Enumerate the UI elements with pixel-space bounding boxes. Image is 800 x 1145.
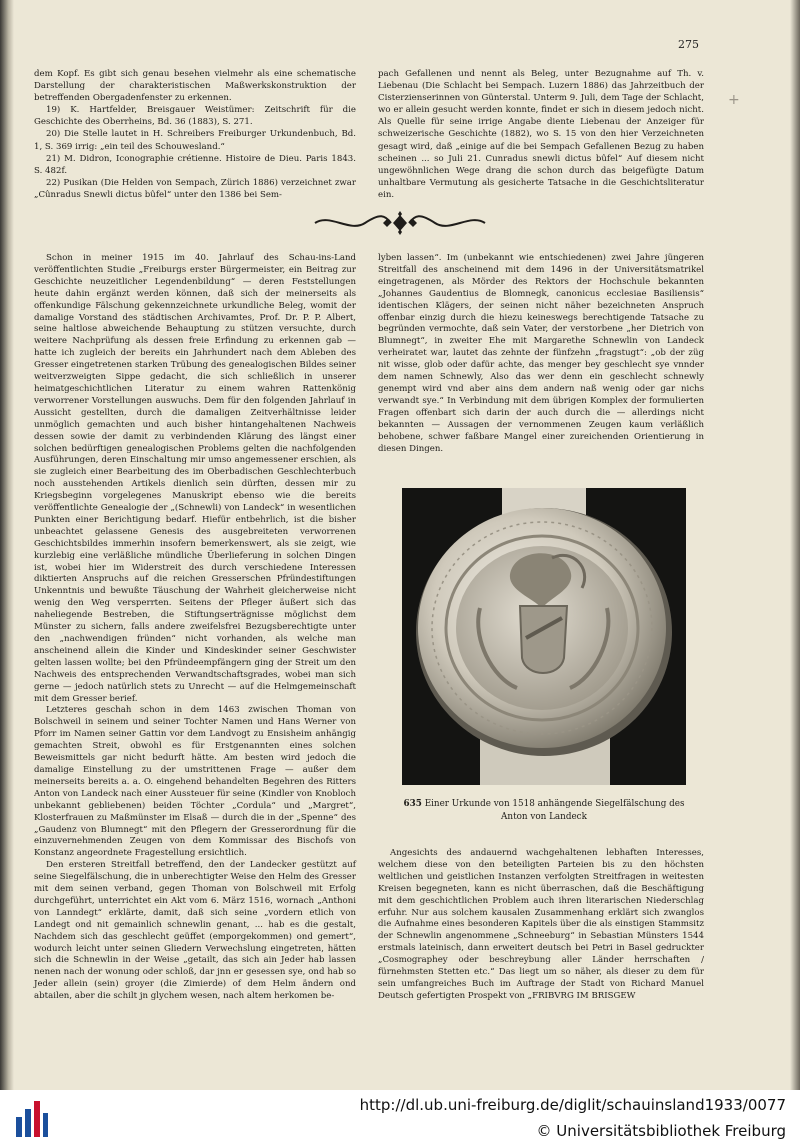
figure-caption bbox=[402, 798, 686, 824]
body-paragraph: Schon in meiner 1915 im 40. Jahrlauf des Schau-ins-Land veröffentlichten Studie „Freiburgs erster Bürgermeister, ein Beitrag zur Geschichte neuzeitlicher Legendenbildung“ — deren Feststellungen heute dahin ergänzt werden können, daß sich der meinerseits als offenkundige Fälschung gekennzeichnete urkundliche Beleg, womit der damalige Vorstand des städtischen Archivamtes, Prof. Dr. P. P. Albert, seine haltlose abweichende Behauptung zu stützen versuchte, durch weitere Nachprüfung als dessen freie Erfindung zu erkennen gab — hatte ich zugleich der bereits ein Jahrhundert nach dem Ableben des Gresser eingetretenen starken Trübung des genealogischen Bildes seiner weitverzweigten Sippe gedacht, die sich schließlich in unserer heimatgeschichtlichen Literatur zu einem wahren Rattenkönig verworrener Vorstellungen auswuchs. Dem für den folgenden Jahrlauf in Aussicht gestellten, durch die damaligen Zeitverhältnisse leider unmöglich gemachten und auch bisher hintangehaltenen Nachweis dessen sowie der damit zu verbindenden Klärung des längst einer solchen bedürftigen genealogischen Problems gelten die nachfolgenden Ausführungen, deren Einschaltung mir umso angemessener erschien, als sie zugleich einer Bearbeitung des im Oberbadischen Geschlechterbuch noch ausstehenden Artikels dienlich sein dürften, dessen mir zu Kriegsbeginn vorgelegenes Manuskript ebenso wie die bereits veröffentlichte Genealogie der „(Schnewli) von Landeck“ in wesentlichen Punkten einer Berichtigung bedarf. Hiefür entbehrlich, ist die bisher unbeachtet gelassene Genesis des ausgebreiteten verworrenen Geschichtsbildes immerhin insofern bemerkenswert, als sie zeigt, wie kurzlebig eine verläßliche mündliche Überlieferung in solchen Dingen ist, wobei hier im Widerstreit des durch verschiedene Interessen diktierten Anspruchs auf die reichen Gresserschen Pfründestiftungen Unkenntnis und bewußte Täuschung der Wahrheit gleicherweise nicht wenig den Weg versperrten. Seitens der Pfleger äußert sich das naheliegende Bestreben, die Stiftungserträgnisse möglichst dem Münster zu sichern, falls andere zweifelsfrei Bezugsberechtigte unter den „nachwendigen fründen“ nicht vorhanden, als welche man anscheinend allein die Kinder und Kindeskinder seiner Geschwister gelten lassen wollte; bei den Pfründeempfängern ging der Streit um den Nachweis des entsprechenden Verwandtschaftsgrades, wobei man sich gerne — jedoch natürlich stets zu Unrecht — auf die Helmgemeinschaft mit dem Gresser berief. bbox=[34, 253, 356, 704]
seal-image bbox=[402, 488, 686, 785]
footnote-paragraph: 22) Pusikan (Die Helden von Sempach, Zürich 1886) verzeichnet zwar „Cûnradus Snewli dictus bûfel“ unter den 1386 bei Sem- bbox=[34, 177, 356, 200]
section-divider-ornament bbox=[305, 211, 495, 235]
footnote-paragraph: pach Gefallenen und nennt als Beleg, unter Bezugnahme auf Th. v. Liebenau (Die Schlacht bei Sempach. Luzern 1886) das Jahrzeitbuch der Cisterzienserinnen von Günterstal. Unterm 9. Juli, dem Tage der Schlacht, wo er allein gesucht werden konnte, findet er sich in diesem jedoch nicht. Als Quelle für seine irrige Angabe diente Liebenau der Anzeiger für schweizerische Geschichte (1882), wo S. 15 von den hier Verzeichneten gesagt wird, daß „einige auf die bei Sempach Gefallenen Bezug zu haben scheinen ... so Juli 21. Cunradus snewli dictus bûfel“ Auf diesem nicht ungewöhnlichen Wege drang die schon durch das beigefügte Datum unhaltbare Vermutung als gesicherte Tatsache in die Geschichtsliteratur ein. bbox=[378, 69, 704, 200]
page-gutter-shadow bbox=[0, 0, 14, 1090]
body-paragraph: lyben lassen“. Im (unbekannt wie entschiedenen) zwei Jahre jüngeren Streitfall des anscheinend mit dem 1496 in der Universitätsmatrikel eingetragenen, als Mörder des Rektors der Hochschule bekannten „Johannes Gaudentius de Blomnegk, canonicus ecclesiae Basiliensis“ identischen Klägers, der seinen nicht näher bezeichneten Anspruch offenbar einzig durch die hiezu keineswegs berechtigende Tatsache zu begründen vermochte, daß sein Vater, der verstorbene „her Dietrich von Blumnegt“, in zweiter Ehe mit Margarethe Schnewlin von Landeck verheiratet war, lautet das zehnte der fünfzehn „fragstugt“: „ob der züg nit wisse, glob oder dafür achte, das menger bey geschlecht sye vnnder dem namen Schnewly, Also das wer denn ein geschlecht schnewly genempt wird vnd aber ains dem andern naß wenig oder gar nichs verwandt sye.“ In Verbindung mit dem übrigen Komplex der formulierten Fragen offenbart sich darin der auch durch die — allerdings nicht bekannten — Aussagen der vernommenen Zeugen kaum verläßlich behobene, schwer faßbare Mangel einer zureichenden Orientierung in diesen Dingen. bbox=[378, 253, 704, 454]
body-column-left bbox=[34, 253, 356, 1003]
permalink[interactable]: http://dl.ub.uni-freiburg.de/diglit/schauinsland1933/0077 bbox=[359, 1096, 786, 1114]
university-library-logo bbox=[14, 1097, 50, 1141]
figure-caption-text: Einer Urkunde von 1518 anhängende Siegelfälschung des Anton von Landeck bbox=[424, 799, 685, 822]
footnote-paragraph: 19) K. Hartfelder, Breisgauer Weistümer: Zeitschrift für die Geschichte des Oberrheins, Bd. 36 (1883), S. 271. bbox=[34, 105, 356, 128]
body-column-right-bottom bbox=[378, 848, 704, 1003]
pencil-mark: + bbox=[728, 92, 740, 108]
body-column-right-top bbox=[378, 253, 704, 455]
body-paragraph: Den ersteren Streitfall betreffend, den der Landecker gestützt auf seine Siegelfälschung, die in unberechtigter Weise den Helm des Gresser mit dem seinen verband, gegen Thoman von Bolschweil mit Erfolg durchgeführt, unterrichtet ein Akt vom 6. März 1516, wornach „Anthoni von Lanndegt“ erklärte, damit, daß sich seine „vordern etlich von Landegt ond nit gemainlich schnewlin genant, ... hab es die gestalt, Nachdem sich das geschlecht geüffet (emporgekommen) ond gemert“, wodurch leicht unter seinen Gliedern Verwechslung eingetreten, hätten sich die Schnewlin in der Weise „getailt, das sich ain Jeder hab lassen nenen nach der wonung oder schloß, dar jnn er gesessen sye, ond hab so Jeder allein (sein) groyer (die Zimierde) of dem Helm ändern ond abtailen, aber die schilt jn glychem wesen, nach altem herkomen be- bbox=[34, 860, 356, 1002]
footnotes-left bbox=[34, 68, 356, 201]
page-number: 275 bbox=[678, 38, 699, 51]
body-paragraph: Letzteres geschah schon in dem 1463 zwischen Thoman von Bolschweil in seinem und seiner Tochter Namen und Hans Werner von Pforr im Namen seiner Gattin vor dem Landvogt zu Ensisheim anhängig gemachten Streit, obwohl es für Erstgenannten eines solchen Beweismittels gar nicht bedurft hätte. Am besten wird jedoch die damalige Einstellung zu der umstrittenen Frage — außer dem meinerseits bereits a. a. O. eingehend behandelten Begehren des Ritters Anton von Landeck nach einer Aussteuer für seine (Kindler von Knobloch unbekannt gebliebenen) beiden Töchter „Cordula“ und „Margret“, Klosterfrauen zu Maßmünster im Elsaß — durch die in der „Spenne“ des „Gaudenz von Blumnegt“ mit den Pflegern der Gresserordnung für die einzuvernehmenden Zeugen von dem Kommissar des Bischofs von Konstanz angeordnete Fragestellung ersichtlich. bbox=[34, 705, 356, 859]
figure-number: 635 bbox=[403, 799, 422, 809]
footnote-paragraph: dem Kopf. Es gibt sich genau besehen vielmehr als eine schematische Darstellung der charakteristischen Maßwerkskonstruktion der betreffenden Obergadenfenster zu erkennen. bbox=[34, 69, 356, 104]
footnotes-right bbox=[378, 68, 704, 201]
footnote-paragraph: 20) Die Stelle lautet in H. Schreibers Freiburger Urkundenbuch, Bd. 1, S. 369 irrig: „ein teil des Schouwesland.“ bbox=[34, 129, 356, 152]
copyright-notice: © Universitätsbibliothek Freiburg bbox=[536, 1122, 786, 1140]
body-paragraph: Angesichts des andauernd wachgehaltenen lebhaften Interesses, welchem diese von den beteiligten Parteien bis zu den höchsten weltlichen und geistlichen Instanzen verfolgten Streitfragen in weitesten Kreisen begegneten, kann es nicht überraschen, daß die Beschäftigung mit dem geschichtlichen Problem auch ihren literarischen Niederschlag erfuhr. Nur aus solchem kausalen Zusammenhang erklärt sich zwanglos die Aufnahme eines besonderen Kapitels über die als einstigen Stammsitz der Schnewlin angenommene „Schneeburg“ in Sebastian Münsters 1544 erstmals lateinisch, dann erweitert deutsch bei Petri in Basel gedruckter „Cosmographey oder beschreybung aller Länder herrschaften / fürnehmsten Stetten etc.“ Das liegt um so näher, als dieser zu dem für sein umfangreiches Buch im Auftrage der Stadt von Richard Manuel Deutsch gefertigten Prospekt von „FRIBVRG IM BRISGEW bbox=[378, 848, 704, 1001]
page-edge-shadow bbox=[790, 0, 800, 1090]
footnote-paragraph: 21) M. Didron, Iconographie crétienne. Histoire de Dieu. Paris 1843. S. 482f. bbox=[34, 153, 356, 176]
seal-photograph bbox=[402, 488, 686, 785]
